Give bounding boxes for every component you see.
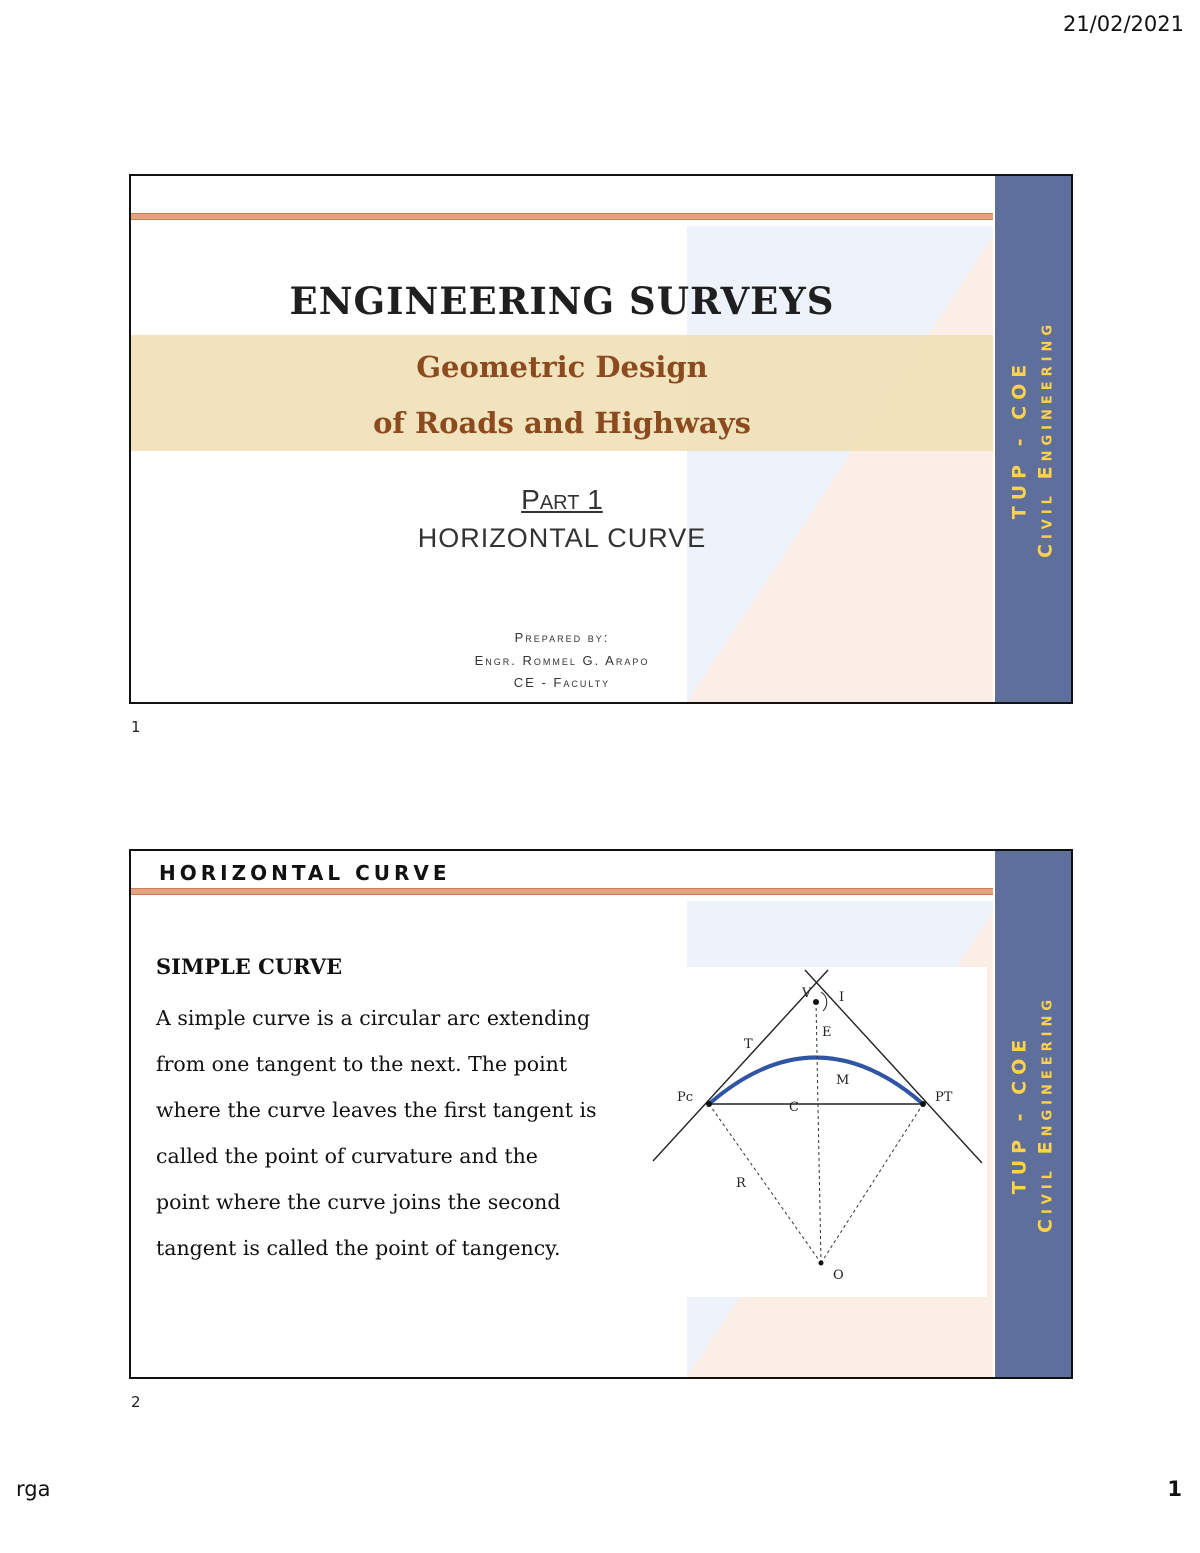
sidebar-text	[1007, 995, 1058, 1233]
author-name: Engr. Rommel G. Arapo	[474, 653, 650, 668]
page-date: 21/02/2021	[1062, 12, 1184, 36]
sidebar-band	[995, 176, 1071, 702]
header-rule	[131, 213, 993, 220]
section-title: SIMPLE CURVE	[156, 954, 343, 979]
slide-number-1: 1	[131, 718, 141, 736]
pc-point	[706, 1101, 712, 1107]
sidebar-text	[1007, 320, 1058, 558]
body-line: point where the curve joins the second	[156, 1190, 561, 1214]
slide-heading: HORIZONTAL CURVE	[159, 861, 451, 885]
vertex-point	[813, 999, 819, 1005]
body-line: where the curve leaves the first tangent is	[156, 1098, 597, 1122]
radius-line-pc	[709, 1104, 821, 1263]
sidebar-line1: TUP - COE	[1008, 1033, 1031, 1195]
label-m: M	[836, 1073, 850, 1088]
header-rule	[131, 888, 993, 895]
label-pt: PT	[935, 1090, 953, 1105]
label-i: I	[839, 990, 845, 1005]
center-point	[819, 1261, 824, 1266]
label-r: R	[736, 1176, 746, 1191]
label-t: T	[744, 1037, 753, 1052]
slide-2	[129, 849, 1073, 1379]
footer-initials: rga	[16, 1477, 51, 1501]
sidebar-band	[995, 851, 1071, 1377]
label-c: C	[789, 1100, 799, 1115]
body-text	[156, 995, 636, 1271]
intersection-angle-arc	[821, 992, 827, 1011]
body-line: A simple curve is a circular arc extending	[156, 1006, 591, 1030]
part-label: Part 1	[521, 484, 603, 515]
sidebar-line1: TUP - COE	[1008, 358, 1031, 520]
body-line: tangent is called the point of tangency.	[156, 1236, 561, 1260]
slide-number-2: 2	[131, 1393, 141, 1411]
body-line: from one tangent to the next. The point	[156, 1052, 568, 1076]
slide-title: ENGINEERING SURVEYS	[289, 279, 835, 323]
pt-point	[920, 1101, 926, 1107]
topic-label: HORIZONTAL CURVE	[417, 523, 707, 553]
simple-curve-diagram	[647, 967, 987, 1297]
label-v: V	[802, 986, 812, 1001]
label-pc: Pc	[677, 1090, 694, 1105]
page-number: 1	[1167, 1477, 1182, 1501]
sidebar-line2: Civil Engineering	[1034, 995, 1056, 1233]
sidebar-line2: Civil Engineering	[1034, 320, 1056, 558]
slide-1	[129, 174, 1073, 704]
label-e: E	[822, 1025, 832, 1040]
prepared-by-label: Prepared by:	[514, 630, 610, 645]
center-line	[816, 1002, 821, 1263]
radius-line-pt	[821, 1104, 923, 1263]
slide-subtitle-line2: of Roads and Highways	[373, 406, 751, 440]
body-line: called the point of curvature and the	[156, 1144, 538, 1168]
slide-subtitle-line1: Geometric Design	[416, 350, 708, 384]
author-role: CE - Faculty	[513, 675, 611, 690]
tangent-line-forward	[805, 970, 982, 1163]
label-o: O	[833, 1268, 844, 1283]
